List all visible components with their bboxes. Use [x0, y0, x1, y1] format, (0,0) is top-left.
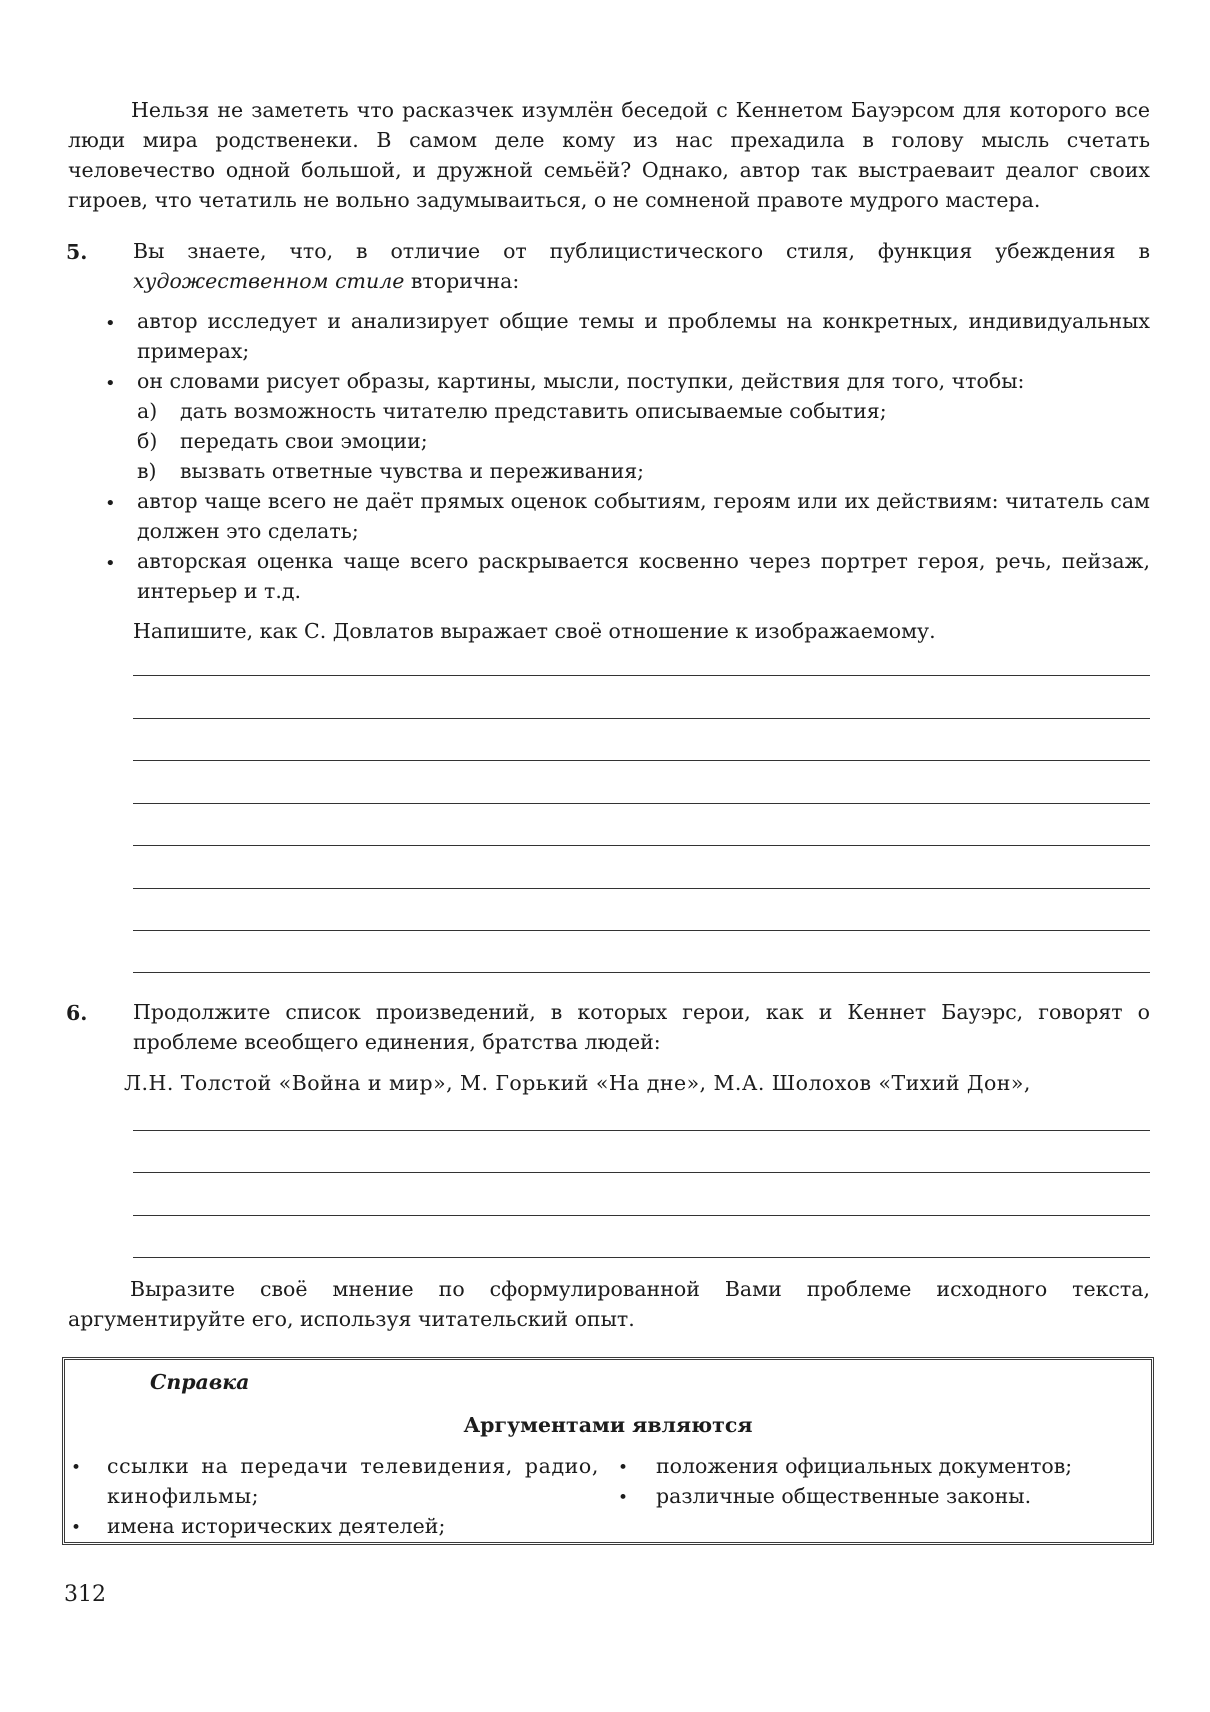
q5-sub-c-label: в)	[137, 459, 157, 483]
q5-sub-c-text: вызвать ответные чувства и переживания;	[180, 459, 645, 483]
bullet-icon: •	[105, 313, 116, 334]
q5-sub-b-text: передать свои эмоции;	[180, 429, 428, 453]
question-5-text	[133, 236, 1150, 296]
answer-line[interactable]	[133, 803, 1150, 804]
q5-bullet-3: автор чаще всего не даёт прямых оценок событиям, героям или их действиям: читатель сам должен это сделать;	[137, 489, 1150, 543]
q6-works-list: Л.Н. Толстой «Война и мир», М. Горький «На дне», М.А. Шолохов «Тихий Дон»,	[124, 1071, 1031, 1095]
bullet-icon: •	[71, 1518, 82, 1538]
page-number: 312	[64, 1582, 106, 1607]
answer-line[interactable]	[133, 1257, 1150, 1258]
bullet-icon: •	[105, 553, 116, 574]
answer-line[interactable]	[133, 718, 1150, 719]
answer-line[interactable]	[133, 972, 1150, 973]
q5-sub-a-text: дать возможность читателю представить описываемые события;	[180, 399, 887, 423]
reference-right-item-2: различные общественные законы.	[656, 1484, 1032, 1508]
answer-line[interactable]	[133, 760, 1150, 761]
answer-line[interactable]	[133, 1172, 1150, 1173]
question-5-text-italic: художественном стиле	[133, 269, 405, 293]
question-6-text: Продолжите список произведений, в которых герои, как и Кеннет Бауэрс, говорят о проблеме всеобщего единения, братства людей:	[133, 1000, 1150, 1054]
question-5-text-start: Вы знаете, что, в отличие от публицистического стиля, функция убеждения в	[133, 239, 1150, 263]
intro-paragraph: Нельзя не замететь что расказчек изумлён беседой с Кеннетом Бауэрсом для которого все люди мира родственеки. В самом деле кому из нас прехадила в голову мысль счетать человечество одной большой, и дружной семьёй? Однако, автор так выстраеваит деалог своих гироев, что четатиль не вольно задумываиться, о не сомненой правоте мудрого мастера.	[68, 98, 1150, 212]
q5-task: Напишите, как С. Довлатов выражает своё отношение к изображаемому.	[133, 619, 936, 643]
answer-line[interactable]	[133, 930, 1150, 931]
bullet-icon: •	[105, 373, 116, 394]
bullet-icon: •	[105, 493, 116, 514]
question-5-text-end: вторична:	[404, 269, 520, 293]
bullet-icon: •	[618, 1458, 629, 1478]
reference-box	[62, 1357, 1154, 1545]
q5-bullet-4: авторская оценка чаще всего раскрывается косвенно через портрет героя, речь, пейзаж, интерьер и т.д.	[137, 549, 1150, 603]
question-5-number: 5.	[66, 240, 88, 264]
q5-sub-b-label: б)	[137, 429, 158, 453]
bullet-icon: •	[618, 1488, 629, 1508]
bullet-icon: •	[71, 1458, 82, 1478]
question-6-number: 6.	[66, 1001, 88, 1025]
q5-bullet-2: он словами рисует образы, картины, мысли, поступки, действия для того, чтобы:	[137, 369, 1025, 393]
reference-title: Справка	[150, 1370, 250, 1394]
reference-left-item-2: имена исторических деятелей;	[107, 1514, 446, 1538]
answer-line[interactable]	[133, 1130, 1150, 1131]
q5-sub-a-label: а)	[137, 399, 158, 423]
reference-heading: Аргументами являются	[463, 1413, 753, 1437]
answer-line[interactable]	[133, 845, 1150, 846]
reference-left-item-1: ссылки на передачи телевидения, радио, кинофильмы;	[107, 1454, 599, 1508]
q5-bullet-1: автор исследует и анализирует общие темы и проблемы на конкретных, индивидуальных примерах;	[137, 309, 1150, 363]
answer-line[interactable]	[133, 1215, 1150, 1216]
reference-right-item-1: положения официальных документов;	[656, 1454, 1073, 1478]
opinion-task: Выразите своё мнение по сформулированной Вами проблеме исходного текста, аргументируйте его, используя читательский опыт.	[68, 1277, 1150, 1331]
answer-line[interactable]	[133, 675, 1150, 676]
answer-line[interactable]	[133, 888, 1150, 889]
